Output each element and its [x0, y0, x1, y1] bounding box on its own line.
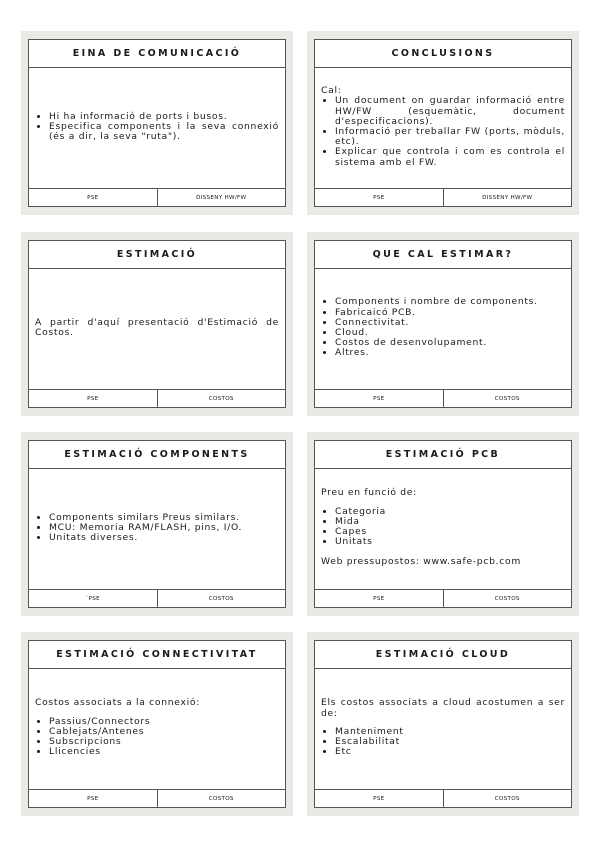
footer-course: PSE: [373, 194, 385, 201]
slide-frame: [28, 240, 286, 408]
footer-course: PSE: [373, 795, 385, 802]
slide-intro: Els costos associats a cloud acostumen a ser de:: [321, 697, 565, 719]
slide-frame: [28, 640, 286, 808]
bullet-item: • MCU: Memoria RAM/FLASH, pins, I/O.: [49, 523, 279, 533]
bullet-item: • Un document on guardar informació entre HW/FW (esquemàtic, document d'especificacions).: [335, 96, 565, 127]
slide-card-eina-comunicacio: [21, 31, 293, 215]
slide-card-que-cal-estimar: [307, 232, 579, 416]
slide-body: [315, 469, 571, 589]
slide-title: ESTIMACIÓ CLOUD: [315, 641, 571, 669]
slide-frame: [28, 440, 286, 608]
slide-card-conclusions: [307, 31, 579, 215]
slide-footer: [315, 589, 571, 607]
bullet-list: [321, 297, 565, 358]
footer-course: PSE: [87, 395, 99, 402]
bullet-list: [35, 717, 279, 758]
bullet-list: [35, 513, 279, 544]
slide-intro: Preu en funció de:: [321, 487, 417, 499]
slide-footer: [29, 188, 285, 206]
slide-body: [29, 269, 285, 389]
slide-footer: [315, 188, 571, 206]
slide-card-estimacio-connectivitat: [21, 632, 293, 816]
footer-topic: COSTOS: [443, 790, 572, 807]
bullet-item: • Explicar que controla i com es controla el sistema amb el FW.: [335, 147, 565, 167]
footer-course: PSE: [373, 395, 385, 402]
bullet-item: • Fabricaicó PCB.: [335, 308, 565, 318]
bullet-list: [321, 507, 565, 548]
footer-topic: DISSENY HW/FW: [157, 189, 286, 206]
slide-footer: [315, 389, 571, 407]
slide-body: [315, 669, 571, 789]
bullet-item: • Costos de desenvolupament.: [335, 338, 565, 348]
bullet-item: • Capes: [335, 527, 565, 537]
slide-outro: Web pressupostos: www.safe-pcb.com: [321, 556, 521, 568]
slide-body: [29, 669, 285, 789]
bullet-item: • Mida: [335, 517, 565, 527]
slide-footer: [29, 389, 285, 407]
bullet-list: [35, 112, 279, 143]
slide-footer: [29, 589, 285, 607]
footer-course: `PSE: [85, 595, 100, 602]
bullet-item: • Llicencies: [49, 747, 279, 757]
bullet-item: • Escalabilitat: [335, 737, 565, 747]
footer-topic: DISSENY HW/FW: [443, 189, 572, 206]
bullet-item: • Connectivitat.: [335, 318, 565, 328]
slide-frame: [314, 39, 572, 207]
slide-body: [315, 68, 571, 188]
slide-text: A partir d'aquí presentació d'Estimació de Costos.: [35, 316, 279, 338]
slide-title: EINA DE COMUNICACIÓ: [29, 40, 285, 68]
slide-intro: Costos associats a la connexió:: [35, 697, 200, 709]
slide-frame: [314, 240, 572, 408]
footer-topic: COSTOS: [157, 790, 286, 807]
bullet-list: [321, 727, 565, 758]
bullet-item: • Cablejats/Antenes: [49, 727, 279, 737]
bullet-item: • Unitats: [335, 537, 565, 547]
footer-topic: COSTOS: [443, 390, 572, 407]
bullet-item: • Manteniment: [335, 727, 565, 737]
slide-title: CONCLUSIONS: [315, 40, 571, 68]
slide-footer: [29, 789, 285, 807]
slide-title: ESTIMACIÓ: [29, 241, 285, 269]
bullet-item: • Etc: [335, 747, 565, 757]
slide-card-estimacio-pcb: [307, 432, 579, 616]
footer-course: PSE: [373, 595, 385, 602]
bullet-item: • Categoria: [335, 507, 565, 517]
bullet-item: • Especifica components i la seva connexió (és a dir, la seva "ruta").: [49, 122, 279, 142]
footer-course: PSE: [87, 194, 99, 201]
bullet-item: • Subscripcions: [49, 737, 279, 747]
bullet-item: • Altres.: [335, 348, 565, 358]
slide-intro: Cal:: [321, 85, 342, 97]
slide-card-estimacio-components: [21, 432, 293, 616]
slide-footer: [315, 789, 571, 807]
footer-topic: COSTOS: [157, 590, 286, 607]
bullet-item: • Passius/Connectors: [49, 717, 279, 727]
bullet-item: • Components i nombre de components.: [335, 297, 565, 307]
slide-frame: [314, 440, 572, 608]
slide-card-estimacio: [21, 232, 293, 416]
bullet-item: • Components similars Preus similars.: [49, 513, 279, 523]
slide-body: [29, 68, 285, 188]
bullet-item: • Unitats diverses.: [49, 533, 279, 543]
slide-frame: [314, 640, 572, 808]
bullet-item: • Cloud.: [335, 328, 565, 338]
footer-course: PSE: [87, 795, 99, 802]
bullet-list: [321, 96, 565, 167]
slide-body: [315, 269, 571, 389]
slide-title: ESTIMACIÓ COMPONENTS: [29, 441, 285, 469]
footer-topic: COSTOS: [157, 390, 286, 407]
bullet-item: • Informació per treballar FW (ports, mòduls, etc).: [335, 127, 565, 147]
slide-body: [29, 469, 285, 589]
footer-topic: COSTOS: [443, 590, 572, 607]
slide-frame: [28, 39, 286, 207]
slide-title: ESTIMACIÓ PCB: [315, 441, 571, 469]
slide-title: ESTIMACIÓ CONNECTIVITAT: [29, 641, 285, 669]
slide-card-estimacio-cloud: [307, 632, 579, 816]
slide-title: QUE CAL ESTIMAR?: [315, 241, 571, 269]
bullet-item: • Hi ha informació de ports i busos.: [49, 112, 279, 122]
